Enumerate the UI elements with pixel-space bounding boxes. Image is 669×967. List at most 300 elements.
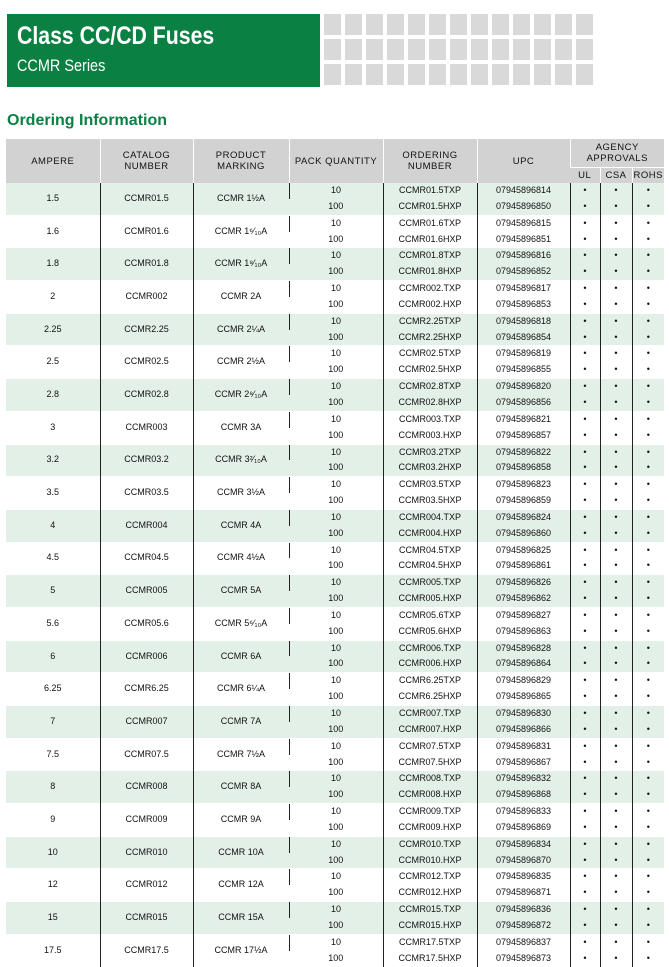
ul-approval-mark: •	[570, 509, 600, 525]
ordering-number-cell: CCMR01.5HXP	[383, 199, 477, 215]
csa-approval-mark: •	[600, 836, 632, 852]
product-marking-cell: CCMR 3A	[193, 411, 289, 444]
ampere-cell: 3	[6, 411, 100, 444]
pack-quantity-cell: 10	[289, 248, 383, 264]
csa-approval-mark: •	[600, 640, 632, 656]
catalog-number-cell: CCMR015	[100, 902, 193, 935]
ul-approval-mark: •	[570, 885, 600, 901]
rohs-approval-mark: •	[632, 428, 664, 444]
pack-quantity-cell: 10	[289, 706, 383, 722]
decorative-square	[450, 39, 467, 60]
csa-approval-mark: •	[600, 346, 632, 362]
upc-cell: 07945896835	[477, 869, 570, 885]
product-marking-cell: CCMR 10A	[193, 836, 289, 869]
csa-approval-mark: •	[600, 330, 632, 346]
pack-quantity-cell: 10	[289, 183, 383, 199]
decorative-square	[492, 14, 509, 35]
csa-approval-mark: •	[600, 902, 632, 918]
rohs-approval-mark: •	[632, 689, 664, 705]
ampere-cell: 5.6	[6, 607, 100, 640]
ordering-number-cell: CCMR010.TXP	[383, 836, 477, 852]
table-row	[6, 346, 664, 362]
pack-quantity-cell: 10	[289, 313, 383, 329]
rohs-approval-mark: •	[632, 836, 664, 852]
ordering-number-cell: CCMR07.5HXP	[383, 755, 477, 771]
rohs-approval-mark: •	[632, 281, 664, 297]
decorative-square	[576, 39, 593, 60]
decorative-square	[387, 14, 404, 35]
upc-cell: 07945896860	[477, 526, 570, 542]
ampere-cell: 3.2	[6, 444, 100, 477]
upc-cell: 07945896834	[477, 836, 570, 852]
pack-quantity-cell: 100	[328, 756, 344, 767]
csa-approval-mark: •	[600, 755, 632, 771]
ul-approval-mark: •	[570, 199, 600, 215]
ul-approval-mark: •	[570, 624, 600, 640]
rohs-approval-mark: •	[632, 460, 664, 476]
csa-approval-mark: •	[600, 787, 632, 803]
csa-approval-mark: •	[600, 379, 632, 395]
ordering-number-cell: CCMR02.5TXP	[383, 346, 477, 362]
csa-approval-mark: •	[600, 656, 632, 672]
ordering-number-cell: CCMR2.25HXP	[383, 330, 477, 346]
pack-quantity-cell: 10	[289, 477, 383, 493]
rohs-approval-mark: •	[632, 558, 664, 574]
rohs-approval-mark: •	[632, 411, 664, 427]
pack-quantity-cell: 10	[289, 771, 383, 787]
page-title: Class CC/CD Fuses	[17, 22, 215, 50]
ordering-number-cell: CCMR01.8TXP	[383, 248, 477, 264]
rohs-approval-mark: •	[632, 820, 664, 836]
rohs-approval-mark: •	[632, 183, 664, 199]
decorative-square	[555, 39, 572, 60]
ul-approval-mark: •	[570, 297, 600, 313]
pack-quantity-cell: 10	[289, 281, 383, 297]
header-pack: PACK QUANTITY	[289, 139, 383, 183]
rohs-approval-mark: •	[632, 755, 664, 771]
product-marking-cell: CCMR 5A	[193, 575, 289, 608]
catalog-number-cell: CCMR04.5	[100, 542, 193, 575]
upc-cell: 07945896825	[477, 542, 570, 558]
ampere-cell: 9	[6, 804, 100, 837]
pack-quantity-cell: 100	[328, 429, 344, 440]
product-marking-cell: CCMR 2½A	[193, 346, 289, 379]
table-row	[6, 215, 664, 231]
product-marking-cell: CCMR 9A	[193, 804, 289, 837]
rohs-approval-mark: •	[632, 199, 664, 215]
decorative-squares	[324, 14, 593, 85]
upc-cell: 07945896833	[477, 804, 570, 820]
ul-approval-mark: •	[570, 706, 600, 722]
csa-approval-mark: •	[600, 624, 632, 640]
catalog-number-cell: CCMR01.5	[100, 183, 193, 215]
pack-quantity-cell: 10	[289, 411, 383, 427]
product-marking-cell: CCMR 17½A	[193, 934, 289, 966]
page-subtitle: CCMR Series	[17, 56, 106, 75]
ordering-number-cell: CCMR015.HXP	[383, 918, 477, 934]
ul-approval-mark: •	[570, 607, 600, 623]
pack-quantity-cell: 100	[328, 364, 344, 375]
catalog-number-cell: CCMR012	[100, 869, 193, 902]
decorative-square	[408, 64, 425, 85]
ul-approval-mark: •	[570, 902, 600, 918]
csa-approval-mark: •	[600, 951, 632, 967]
rohs-approval-mark: •	[632, 264, 664, 280]
upc-cell: 07945896815	[477, 215, 570, 231]
catalog-number-cell: CCMR2.25	[100, 313, 193, 346]
rohs-approval-mark: •	[632, 297, 664, 313]
rohs-approval-mark: •	[632, 379, 664, 395]
product-marking-cell: CCMR 15A	[193, 902, 289, 935]
ul-approval-mark: •	[570, 346, 600, 362]
pack-quantity-cell: 10	[289, 640, 383, 656]
ordering-number-cell: CCMR004.TXP	[383, 509, 477, 525]
rohs-approval-mark: •	[632, 607, 664, 623]
decorative-square	[576, 14, 593, 35]
product-marking-cell: CCMR 3½A	[193, 477, 289, 510]
catalog-number-cell: CCMR05.6	[100, 607, 193, 640]
product-marking-cell: CCMR 5⁶⁄₁₀A	[193, 607, 289, 640]
pack-quantity-cell: 100	[328, 560, 344, 571]
table-row	[6, 934, 664, 950]
ampere-cell: 3.5	[6, 477, 100, 510]
product-marking-cell: CCMR 1⁶⁄₁₀A	[193, 215, 289, 248]
decorative-square	[513, 64, 530, 85]
ordering-number-cell: CCMR009.TXP	[383, 804, 477, 820]
table-row	[6, 607, 664, 623]
decorative-square	[324, 14, 341, 35]
ordering-number-cell: CCMR01.6TXP	[383, 215, 477, 231]
rohs-approval-mark: •	[632, 346, 664, 362]
ordering-number-cell: CCMR2.25TXP	[383, 313, 477, 329]
ordering-number-cell: CCMR04.5TXP	[383, 542, 477, 558]
ul-approval-mark: •	[570, 771, 600, 787]
ordering-number-cell: CCMR6.25TXP	[383, 673, 477, 689]
ordering-number-cell: CCMR007.TXP	[383, 706, 477, 722]
upc-cell: 07945896870	[477, 853, 570, 869]
ordering-table	[6, 139, 664, 967]
upc-cell: 07945896866	[477, 722, 570, 738]
pack-quantity-cell: 100	[289, 918, 383, 934]
pack-quantity-cell: 10	[289, 215, 383, 231]
product-marking-cell: CCMR 1½A	[193, 183, 289, 215]
rohs-approval-mark: •	[632, 738, 664, 754]
decorative-square	[555, 14, 572, 35]
ordering-number-cell: CCMR02.8HXP	[383, 395, 477, 411]
ordering-number-cell: CCMR002.HXP	[383, 297, 477, 313]
pack-quantity-cell: 100	[328, 952, 344, 963]
csa-approval-mark: •	[600, 477, 632, 493]
csa-approval-mark: •	[600, 313, 632, 329]
pack-quantity-cell: 100	[289, 264, 383, 280]
table-row	[6, 869, 664, 885]
product-marking-cell: CCMR 6¼A	[193, 673, 289, 706]
ul-approval-mark: •	[570, 951, 600, 967]
upc-cell: 07945896818	[477, 313, 570, 329]
ampere-cell: 12	[6, 869, 100, 902]
ul-approval-mark: •	[570, 640, 600, 656]
rohs-approval-mark: •	[632, 918, 664, 934]
upc-cell: 07945896867	[477, 755, 570, 771]
upc-cell: 07945896826	[477, 575, 570, 591]
pack-quantity-cell: 10	[289, 934, 383, 950]
ul-approval-mark: •	[570, 755, 600, 771]
rohs-approval-mark: •	[632, 722, 664, 738]
header-upc: UPC	[477, 139, 570, 183]
ul-approval-mark: •	[570, 362, 600, 378]
decorative-square	[345, 64, 362, 85]
csa-approval-mark: •	[600, 820, 632, 836]
ul-approval-mark: •	[570, 215, 600, 231]
upc-cell: 07945896865	[477, 689, 570, 705]
upc-cell: 07945896852	[477, 264, 570, 280]
ul-approval-mark: •	[570, 526, 600, 542]
product-marking-cell: CCMR 8A	[193, 771, 289, 804]
pack-quantity-cell: 10	[289, 836, 383, 852]
csa-approval-mark: •	[600, 558, 632, 574]
decorative-square	[429, 64, 446, 85]
ordering-number-cell: CCMR03.5HXP	[383, 493, 477, 509]
table-row	[6, 804, 664, 820]
decorative-square	[513, 39, 530, 60]
table-row	[6, 575, 664, 591]
decorative-square	[366, 64, 383, 85]
decorative-square	[408, 39, 425, 60]
decorative-square	[534, 39, 551, 60]
csa-approval-mark: •	[600, 934, 632, 950]
upc-cell: 07945896864	[477, 656, 570, 672]
ul-approval-mark: •	[570, 558, 600, 574]
pack-quantity-cell: 100	[289, 199, 383, 215]
pack-quantity-cell: 100	[328, 821, 344, 832]
upc-cell: 07945896873	[477, 951, 570, 967]
rohs-approval-mark: •	[632, 542, 664, 558]
decorative-square	[345, 14, 362, 35]
ul-approval-mark: •	[570, 804, 600, 820]
csa-approval-mark: •	[600, 493, 632, 509]
table-row	[6, 379, 664, 395]
ampere-cell: 6.25	[6, 673, 100, 706]
upc-cell: 07945896832	[477, 771, 570, 787]
catalog-number-cell: CCMR003	[100, 411, 193, 444]
csa-approval-mark: •	[600, 411, 632, 427]
product-marking-cell: CCMR 2¼A	[193, 313, 289, 346]
upc-cell: 07945896871	[477, 885, 570, 901]
rohs-approval-mark: •	[632, 575, 664, 591]
rohs-approval-mark: •	[632, 232, 664, 248]
table-row	[6, 411, 664, 427]
decorative-square	[366, 14, 383, 35]
ul-approval-mark: •	[570, 281, 600, 297]
rohs-approval-mark: •	[632, 330, 664, 346]
ul-approval-mark: •	[570, 591, 600, 607]
ordering-number-cell: CCMR01.5TXP	[383, 183, 477, 199]
pack-quantity-cell: 100	[289, 395, 383, 411]
header-ordering: ORDERING NUMBER	[383, 139, 477, 183]
ul-approval-mark: •	[570, 820, 600, 836]
csa-approval-mark: •	[600, 673, 632, 689]
ordering-number-cell: CCMR007.HXP	[383, 722, 477, 738]
decorative-square	[366, 39, 383, 60]
table-row	[6, 248, 664, 264]
ordering-number-cell: CCMR003.HXP	[383, 428, 477, 444]
decorative-square	[471, 39, 488, 60]
ul-approval-mark: •	[570, 493, 600, 509]
pack-quantity-cell: 10	[289, 379, 383, 395]
upc-cell: 07945896856	[477, 395, 570, 411]
rohs-approval-mark: •	[632, 444, 664, 460]
table-row	[6, 477, 664, 493]
ul-approval-mark: •	[570, 395, 600, 411]
header-csa: CSA	[600, 167, 632, 183]
rohs-approval-mark: •	[632, 902, 664, 918]
upc-cell: 07945896823	[477, 477, 570, 493]
csa-approval-mark: •	[600, 297, 632, 313]
rohs-approval-mark: •	[632, 804, 664, 820]
catalog-number-cell: CCMR008	[100, 771, 193, 804]
ul-approval-mark: •	[570, 232, 600, 248]
csa-approval-mark: •	[600, 771, 632, 787]
upc-cell: 07945896827	[477, 607, 570, 623]
ordering-number-cell: CCMR005.HXP	[383, 591, 477, 607]
ul-approval-mark: •	[570, 673, 600, 689]
ul-approval-mark: •	[570, 542, 600, 558]
ampere-cell: 2.25	[6, 313, 100, 346]
rohs-approval-mark: •	[632, 771, 664, 787]
ampere-cell: 2.5	[6, 346, 100, 379]
upc-cell: 07945896861	[477, 558, 570, 574]
pack-quantity-cell: 100	[289, 722, 383, 738]
ampere-cell: 17.5	[6, 934, 100, 966]
csa-approval-mark: •	[600, 591, 632, 607]
ordering-number-cell: CCMR03.5TXP	[383, 477, 477, 493]
ordering-number-cell: CCMR05.6HXP	[383, 624, 477, 640]
csa-approval-mark: •	[600, 444, 632, 460]
ul-approval-mark: •	[570, 738, 600, 754]
ordering-number-cell: CCMR17.5TXP	[383, 934, 477, 950]
ul-approval-mark: •	[570, 330, 600, 346]
csa-approval-mark: •	[600, 853, 632, 869]
catalog-number-cell: CCMR009	[100, 804, 193, 837]
csa-approval-mark: •	[600, 542, 632, 558]
rohs-approval-mark: •	[632, 673, 664, 689]
csa-approval-mark: •	[600, 395, 632, 411]
ul-approval-mark: •	[570, 313, 600, 329]
csa-approval-mark: •	[600, 460, 632, 476]
rohs-approval-mark: •	[632, 493, 664, 509]
ordering-number-cell: CCMR17.5HXP	[383, 951, 477, 967]
pack-quantity-cell: 100	[289, 526, 383, 542]
pack-quantity-cell: 100	[328, 691, 344, 702]
product-marking-cell: CCMR 1⁸⁄₁₀A	[193, 248, 289, 281]
table-row	[6, 281, 664, 297]
ul-approval-mark: •	[570, 787, 600, 803]
ampere-cell: 7	[6, 706, 100, 739]
csa-approval-mark: •	[600, 607, 632, 623]
decorative-square	[492, 39, 509, 60]
product-marking-cell: CCMR 6A	[193, 640, 289, 673]
rohs-approval-mark: •	[632, 477, 664, 493]
csa-approval-mark: •	[600, 918, 632, 934]
product-marking-cell: CCMR 7½A	[193, 738, 289, 771]
ampere-cell: 4	[6, 509, 100, 542]
decorative-square	[429, 39, 446, 60]
rohs-approval-mark: •	[632, 313, 664, 329]
product-marking-cell: CCMR 4½A	[193, 542, 289, 575]
ul-approval-mark: •	[570, 248, 600, 264]
decorative-square	[387, 64, 404, 85]
upc-cell: 07945896859	[477, 493, 570, 509]
ampere-cell: 1.6	[6, 215, 100, 248]
table-row	[6, 183, 664, 199]
pack-quantity-cell: 100	[328, 625, 344, 636]
ordering-number-cell: CCMR03.2TXP	[383, 444, 477, 460]
csa-approval-mark: •	[600, 281, 632, 297]
rohs-approval-mark: •	[632, 395, 664, 411]
ordering-number-cell: CCMR012.TXP	[383, 869, 477, 885]
ul-approval-mark: •	[570, 836, 600, 852]
table-row	[6, 673, 664, 689]
ul-approval-mark: •	[570, 575, 600, 591]
decorative-square	[534, 14, 551, 35]
ul-approval-mark: •	[570, 722, 600, 738]
upc-cell: 07945896822	[477, 444, 570, 460]
csa-approval-mark: •	[600, 248, 632, 264]
ampere-cell: 2.8	[6, 379, 100, 412]
ampere-cell: 7.5	[6, 738, 100, 771]
catalog-number-cell: CCMR006	[100, 640, 193, 673]
catalog-number-cell: CCMR03.2	[100, 444, 193, 477]
csa-approval-mark: •	[600, 885, 632, 901]
header-agency: AGENCY APPROVALS	[570, 139, 664, 167]
upc-cell: 07945896851	[477, 232, 570, 248]
csa-approval-mark: •	[600, 362, 632, 378]
ampere-cell: 15	[6, 902, 100, 935]
header-catalog: CATALOG NUMBER	[100, 139, 193, 183]
pack-quantity-cell: 100	[289, 656, 383, 672]
catalog-number-cell: CCMR002	[100, 281, 193, 314]
table-row	[6, 313, 664, 329]
product-marking-cell: CCMR 3²⁄₁₀A	[193, 444, 289, 477]
ampere-cell: 1.8	[6, 248, 100, 281]
csa-approval-mark: •	[600, 215, 632, 231]
section-title: Ordering Information	[7, 112, 167, 129]
upc-cell: 07945896819	[477, 346, 570, 362]
catalog-number-cell: CCMR004	[100, 509, 193, 542]
catalog-number-cell: CCMR01.6	[100, 215, 193, 248]
ordering-number-cell: CCMR015.TXP	[383, 902, 477, 918]
pack-quantity-cell: 10	[289, 902, 383, 918]
upc-cell: 07945896830	[477, 706, 570, 722]
pack-quantity-cell: 100	[328, 298, 344, 309]
pack-quantity-cell: 100	[328, 233, 344, 244]
upc-cell: 07945896853	[477, 297, 570, 313]
ordering-number-cell: CCMR008.HXP	[383, 787, 477, 803]
decorative-square	[387, 39, 404, 60]
ampere-cell: 5	[6, 575, 100, 608]
ordering-number-cell: CCMR009.HXP	[383, 820, 477, 836]
ul-approval-mark: •	[570, 869, 600, 885]
ordering-number-cell: CCMR010.HXP	[383, 853, 477, 869]
csa-approval-mark: •	[600, 183, 632, 199]
ordering-number-cell: CCMR05.6TXP	[383, 607, 477, 623]
header-rohs: ROHS	[632, 167, 664, 183]
ul-approval-mark: •	[570, 689, 600, 705]
rohs-approval-mark: •	[632, 362, 664, 378]
table-row	[6, 542, 664, 558]
header-marking: PRODUCT MARKING	[193, 139, 289, 183]
rohs-approval-mark: •	[632, 591, 664, 607]
